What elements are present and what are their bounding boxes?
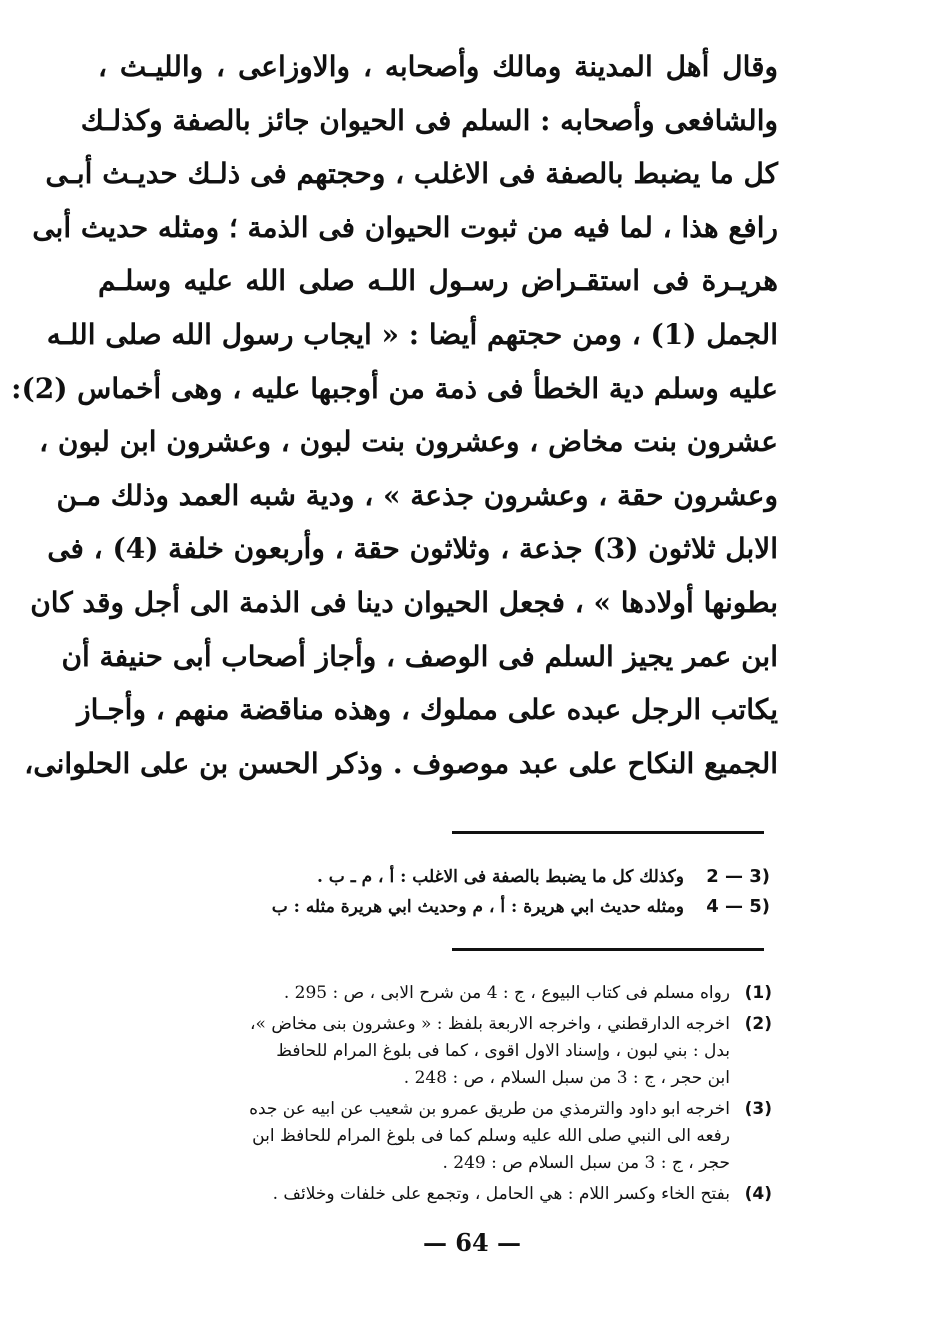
text-line: الجمل (1) ، ومن حجتهم أيضا : « ايجاب رسول الله صلى اللـه — [46, 317, 778, 351]
footnote-line: بدل : بني لبون ، وإسناد الاول اقوى ، كما فى بلوغ المرام للحافظ — [276, 1041, 730, 1061]
text-line: كل ما يضبط بالصفة فى الاغلب ، وحجتهم فى ذلـك حديـث أبـى — [45, 157, 778, 191]
text-line: هريـرة فى استقـراض رسـول اللـه صلى الله عليه وسلـم — [98, 264, 778, 298]
variant-ref: 4 — 5) — [706, 896, 770, 917]
footnote-line: ابن حجر ، ج : 3 من سبل السلام ، ص : 248 . — [403, 1068, 730, 1088]
text-line: وقال أهل المدينة ومالك وأصحابه ، والاوزاعى ، والليـث ، — [98, 50, 778, 83]
variant-note — [170, 892, 770, 922]
footnote-body — [96, 1181, 730, 1208]
text-line: ابن عمر يجيز السلم فى الوصف ، وأجاز أصحاب أبى حنيفة أن — [61, 639, 778, 673]
text-line: عشرون بنت مخاض ، وعشرون بنت لبون ، وعشرون ابن لبون ، — [39, 425, 778, 459]
footnote — [96, 1181, 772, 1208]
manuscript-variants — [170, 862, 770, 922]
footnote-number: (3) — [744, 1099, 772, 1119]
footnote-body — [96, 1011, 730, 1092]
footnote — [96, 1011, 772, 1092]
footnote-body — [96, 980, 730, 1007]
variant-ref: 2 — 3) — [706, 866, 770, 887]
variant-text: ومثله حديث ابي هريرة : أ ، م وحديث ابي هريرة مثله : ب — [271, 897, 684, 917]
footnote — [96, 1096, 772, 1177]
variant-text: وكذلك كل ما يضبط بالصفة فى الاغلب : أ ، م ـ ب . — [316, 867, 684, 887]
text-line: يكاتب الرجل عبده على مملوك ، وهذه مناقضة منهم ، وأجـاز — [77, 693, 778, 727]
text-line: بطونها أولادها » ، فجعل الحيوان دينا فى الذمة الى أجل وقد كان — [30, 585, 778, 619]
footnote-number: (1) — [744, 983, 772, 1003]
main-text-body — [11, 40, 778, 790]
footnote-line: رفعه الى النبي صلى الله عليه وسلم كما فى بلوغ المرام للحافظ ابن — [252, 1126, 730, 1146]
text-line: وعشرون حقة ، وعشرون جذعة » ، ودية شبه العمد وذلك مـن — [56, 478, 778, 512]
separator-rule-top — [452, 831, 764, 834]
footnote-line: حجر ، ج : 3 من سبل السلام ص : 249 . — [442, 1153, 730, 1173]
text-line: والشافعى وأصحابه : السلم فى الحيوان جائز بالصفة وكذلـك — [80, 103, 778, 137]
footnote — [96, 980, 772, 1007]
footnote-line: بفتح الخاء وكسر اللام : هي الحامل ، وتجمع على خلفات وخلائف . — [272, 1184, 730, 1204]
footnote-number: (2) — [744, 1014, 772, 1034]
footnote-number: (4) — [744, 1184, 772, 1204]
footnote-line: اخرجه الدارقطني ، واخرجه الاربعة بلفظ : « وعشرون بنى مخاض »، — [250, 1014, 730, 1034]
footnote-body — [96, 1096, 730, 1177]
footnote-line: اخرجه ابو داود والترمذي من طريق عمرو بن شعيب عن ابيه عن جده — [249, 1099, 730, 1119]
text-line: رافع هذا ، لما فيه من ثبوت الحيوان فى الذمة ؛ ومثله حديث أبى — [32, 210, 778, 244]
text-line: الابل ثلاثون (3) جذعة ، وثلاثون حقة ، وأربعون خلفة (4) ، فى — [47, 532, 778, 566]
text-line: عليه وسلم دية الخطأ فى ذمة من أوجبها عليه ، وهى أخماس (2): — [11, 371, 778, 405]
footnotes — [96, 980, 772, 1212]
text-line: الجميع النكاح على عبد موصوف . وذكر الحسن بن على الحلوانى، — [24, 746, 778, 780]
footnote-line: رواه مسلم فى كتاب البيوع ، ج : 4 من شرح الابى ، ص : 295 . — [283, 983, 730, 1003]
variant-note — [170, 862, 770, 892]
separator-rule-bottom — [452, 948, 764, 951]
page-number: — 64 — — [422, 1228, 522, 1257]
